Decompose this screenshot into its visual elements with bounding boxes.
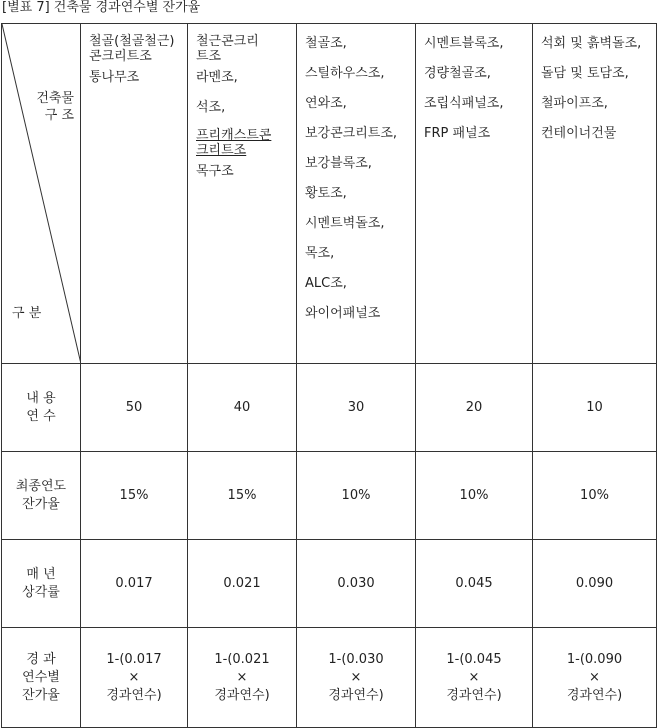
useful-life-value: 10 [533,364,657,452]
useful-life-value: 20 [416,364,533,452]
residual-formula: 1-(0.045 × 경과연수) [416,628,533,728]
useful-life-value: 30 [297,364,416,452]
depreciation-rate-value: 0.017 [81,540,188,628]
corner-header-cell [2,24,81,364]
row-label-final-residual: 최종연도 잔가율 [2,452,81,540]
structure-cell-5: 석회 및 흙벽돌조, 돌담 및 토담조, 철파이프조, 컨테이너건물 [533,24,657,364]
structure-cell-2: 철근콘크리트조 라멘조, 석조, 프리캐스트콘크리트조 목구조 [188,24,297,364]
page-title: [별표 7] 건축물 경과연수별 잔가율 [2,0,201,15]
residual-formula: 1-(0.021 × 경과연수) [188,628,297,728]
residual-formula: 1-(0.017 × 경과연수) [81,628,188,728]
structure-cell-3: 철골조, 스틸하우스조, 연와조, 보강콘크리트조, 보강블록조, 황토조, 시멘트벽돌조, 목조, ALC조, 와이어패널조 [297,24,416,364]
useful-life-value: 40 [188,364,297,452]
final-residual-value: 10% [533,452,657,540]
row-label-residual-by-age: 경 과 연수별 잔가율 [2,628,81,728]
final-residual-value: 15% [81,452,188,540]
structure-cell-4: 시멘트블록조, 경량철골조, 조립식패널조, FRP 패널조 [416,24,533,364]
residual-formula: 1-(0.090 × 경과연수) [533,628,657,728]
structure-row [2,24,657,364]
final-residual-value: 10% [297,452,416,540]
corner-label-structure: 건축물 구 조 [36,91,74,123]
depreciation-rate-value: 0.030 [297,540,416,628]
depreciation-rate-value: 0.021 [188,540,297,628]
final-residual-value: 15% [188,452,297,540]
table-row [2,452,657,540]
depreciation-rate-value: 0.045 [416,540,533,628]
residual-value-table [1,23,657,728]
final-residual-value: 10% [416,452,533,540]
corner-label-category: 구 분 [12,306,42,321]
row-label-useful-life: 내 용 연 수 [2,364,81,452]
table-row [2,540,657,628]
structure-cell-1: 철골(철골철근)콘크리트조 통나무조 [81,24,188,364]
useful-life-value: 50 [81,364,188,452]
row-label-depreciation-rate: 매 년 상각률 [2,540,81,628]
residual-formula: 1-(0.030 × 경과연수) [297,628,416,728]
table-row [2,364,657,452]
table-row [2,628,657,728]
depreciation-rate-value: 0.090 [533,540,657,628]
